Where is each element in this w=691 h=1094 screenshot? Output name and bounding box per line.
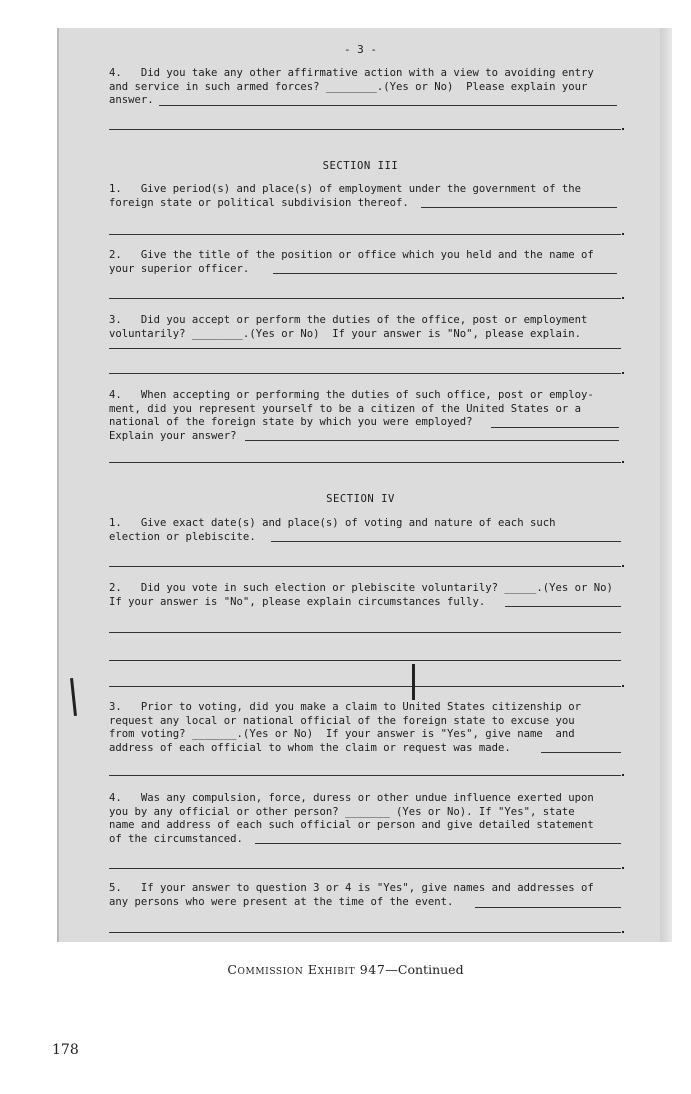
answer-line[interactable]	[109, 932, 621, 933]
answer-line[interactable]	[491, 427, 619, 428]
q-line: 4. Was any compulsion, force, duress or other undue influence exerted upon	[109, 792, 594, 804]
question-3-1	[109, 183, 669, 210]
answer-line[interactable]	[271, 541, 621, 542]
q-line: 4. When accepting or performing the duties of such office, post or employ-	[109, 389, 594, 401]
q-line: any persons who were present at the time of the event.	[109, 895, 454, 908]
line-dot	[622, 233, 624, 235]
question-3-3	[109, 314, 669, 341]
caption-suffix: —Continued	[385, 962, 464, 977]
q-line: you by any official or other person? _______ (Yes or No). If "Yes", state	[109, 805, 575, 818]
q-line: national of the foreign state by which you were employed?	[109, 416, 473, 428]
q-line: from voting? _______.(Yes or No) If your answer is "Yes", give name and	[109, 728, 575, 740]
q-line: 4. Did you take any other affirmative action with a view to avoiding entry	[109, 67, 594, 79]
line-dot	[622, 297, 624, 299]
q-line: If your answer is "No", please explain circumstances fully.	[109, 595, 486, 608]
answer-line[interactable]	[109, 775, 621, 776]
q-line: 3. Prior to voting, did you make a claim to United States citizenship or	[109, 701, 581, 713]
q-line: 2. Give the title of the position or office which you held and the name of	[109, 249, 594, 261]
q-line: 1. Give period(s) and place(s) of employment under the government of the	[109, 183, 581, 195]
line-dot	[622, 774, 624, 776]
section-title-iv: SECTION IV	[326, 493, 395, 505]
answer-line[interactable]	[541, 752, 621, 753]
q-line: election or plebiscite.	[109, 530, 256, 543]
answer-line[interactable]	[109, 462, 621, 463]
answer-line[interactable]	[505, 606, 621, 607]
answer-line[interactable]	[159, 105, 617, 106]
q-line: 3. Did you accept or perform the duties of the office, post or employment	[109, 314, 588, 326]
q-line: 2. Did you vote in such election or plebiscite voluntarily? _____.(Yes or No)	[109, 582, 613, 594]
answer-line[interactable]	[109, 660, 621, 661]
answer-line[interactable]	[109, 632, 621, 633]
q-line: voluntarily? ________.(Yes or No) If your answer is "No", please explain.	[109, 327, 581, 340]
question-4-4	[109, 792, 669, 846]
line-dot	[622, 685, 624, 687]
line-dot	[622, 931, 624, 933]
answer-line[interactable]	[245, 440, 619, 441]
line-dot	[622, 565, 624, 567]
q-line: name and address of each such official or person and give detailed statement	[109, 819, 594, 831]
answer-line[interactable]	[109, 868, 621, 869]
answer-line[interactable]	[273, 273, 617, 274]
q-line: address of each official to whom the claim or request was made.	[109, 741, 511, 754]
question-4-2	[109, 582, 669, 609]
q-line: and service in such armed forces? ________.(Yes or No) Please explain your	[109, 80, 588, 93]
q-line: 1. Give exact date(s) and place(s) of voting and nature of each such	[109, 517, 556, 529]
question-4-5	[109, 882, 669, 909]
answer-line[interactable]	[109, 686, 621, 687]
exhibit-caption	[0, 962, 691, 977]
answer-line[interactable]	[109, 129, 621, 130]
answer-line[interactable]	[255, 843, 621, 844]
answer-line[interactable]	[109, 373, 621, 374]
answer-line[interactable]	[109, 234, 621, 235]
answer-line[interactable]	[109, 348, 621, 349]
answer-line[interactable]	[109, 566, 621, 567]
pencil-mark	[412, 664, 415, 700]
q-line: your superior officer.	[109, 262, 250, 275]
answer-line[interactable]	[475, 907, 621, 908]
line-dot	[622, 461, 624, 463]
q-line: 5. If your answer to question 3 or 4 is "Yes", give names and addresses of	[109, 882, 594, 894]
question-3-4	[109, 389, 669, 443]
q-line: foreign state or political subdivision thereof.	[109, 196, 409, 209]
line-dot	[622, 372, 624, 374]
line-dot	[622, 128, 624, 130]
q-line: answer.	[109, 94, 154, 106]
caption-title: Commission Exhibit 947	[227, 962, 386, 977]
q-line: of the circumstanced.	[109, 832, 243, 845]
page-number: 178	[52, 1042, 79, 1058]
document-sheet	[57, 28, 662, 942]
q-line: Explain your answer?	[109, 429, 237, 442]
page-header: - 3 -	[343, 43, 378, 56]
line-dot	[622, 867, 624, 869]
q-line: request any local or national official of the foreign state to excuse you	[109, 714, 575, 727]
answer-line[interactable]	[109, 298, 621, 299]
question-3-2	[109, 249, 669, 276]
section-title-iii: SECTION III	[322, 160, 399, 172]
question-4-3	[109, 701, 669, 755]
q-line: ment, did you represent yourself to be a citizen of the United States or a	[109, 402, 581, 415]
question-2-4	[109, 67, 669, 108]
question-4-1	[109, 517, 669, 544]
answer-line[interactable]	[421, 207, 617, 208]
